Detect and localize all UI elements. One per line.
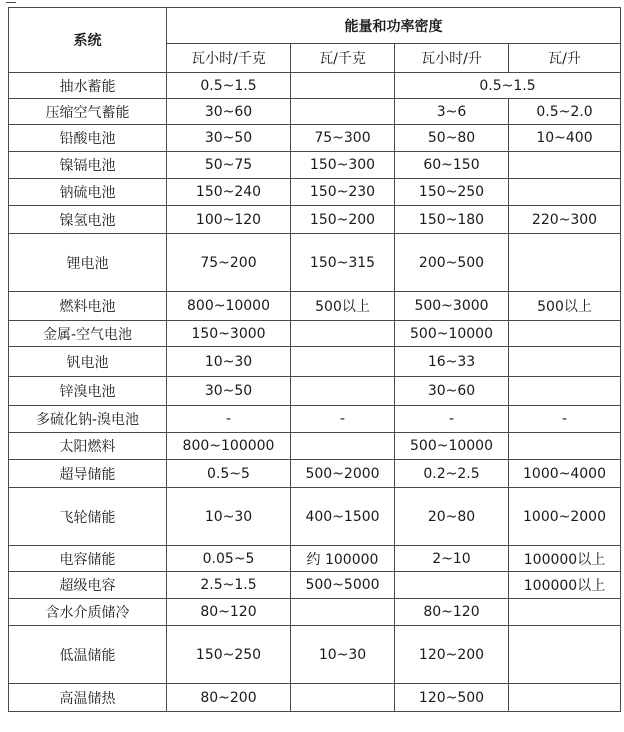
cell-w-l: 220~300 [509, 206, 621, 234]
cell-wh-kg: 30~50 [167, 377, 291, 406]
cell-wh-kg: 100~120 [167, 206, 291, 234]
cell-w-kg: 500~2000 [291, 460, 395, 488]
cell-wh-l: 150~250 [395, 179, 509, 206]
system-name: 超级电容 [9, 572, 167, 599]
cell-w-l: 100000以上 [509, 572, 621, 599]
cell-w-l [509, 626, 621, 684]
system-name: 钠硫电池 [9, 179, 167, 206]
cell-w-kg: - [291, 406, 395, 433]
cell-wh-l: 0.2~2.5 [395, 460, 509, 488]
table-row [9, 347, 621, 377]
cell-w-l: 1000~4000 [509, 460, 621, 488]
table-row [9, 292, 621, 321]
table-row [9, 488, 621, 546]
system-name: 压缩空气蓄能 [9, 99, 167, 125]
unit-header: 瓦小时/千克 [167, 44, 291, 73]
system-name: 燃料电池 [9, 292, 167, 321]
unit-header: 瓦小时/升 [395, 44, 509, 73]
cell-wh-l-w-l-merged: 0.5~1.5 [395, 73, 621, 99]
table-row [9, 377, 621, 406]
cell-w-l: 0.5~2.0 [509, 99, 621, 125]
cell-wh-l: 20~80 [395, 488, 509, 546]
cell-wh-l: 500~10000 [395, 321, 509, 347]
system-name: 抽水蓄能 [9, 73, 167, 99]
cell-wh-l [395, 572, 509, 599]
cell-w-l [509, 377, 621, 406]
cell-w-l [509, 433, 621, 460]
cell-w-kg [291, 433, 395, 460]
cell-wh-kg: 80~120 [167, 599, 291, 626]
cell-w-l: 1000~2000 [509, 488, 621, 546]
cell-w-kg [291, 99, 395, 125]
cell-w-kg: 150~300 [291, 152, 395, 179]
system-name: 飞轮储能 [9, 488, 167, 546]
system-name: 超导储能 [9, 460, 167, 488]
energy-density-table [8, 7, 621, 712]
cell-wh-l: 150~180 [395, 206, 509, 234]
system-name: 高温储热 [9, 684, 167, 712]
cell-w-kg: 150~315 [291, 234, 395, 292]
system-name: 锂电池 [9, 234, 167, 292]
table-row [9, 99, 621, 125]
cell-wh-l: 80~120 [395, 599, 509, 626]
cell-wh-kg: 0.5~1.5 [167, 73, 291, 99]
cell-w-kg [291, 347, 395, 377]
cell-wh-kg: 80~200 [167, 684, 291, 712]
table-row [9, 572, 621, 599]
cell-w-kg: 10~30 [291, 626, 395, 684]
cell-wh-l: 120~200 [395, 626, 509, 684]
table-row [9, 321, 621, 347]
cell-wh-kg: - [167, 406, 291, 433]
system-header: 系统 [9, 8, 167, 73]
system-name: 太阳燃料 [9, 433, 167, 460]
system-name: 金属-空气电池 [9, 321, 167, 347]
corner-mark [6, 2, 16, 3]
table-row [9, 179, 621, 206]
cell-wh-l: 30~60 [395, 377, 509, 406]
table-row [9, 433, 621, 460]
cell-wh-l: 2~10 [395, 546, 509, 572]
cell-w-kg [291, 321, 395, 347]
table-row [9, 152, 621, 179]
table-row [9, 206, 621, 234]
cell-w-l [509, 152, 621, 179]
cell-wh-l: 120~500 [395, 684, 509, 712]
cell-wh-l: - [395, 406, 509, 433]
cell-wh-kg: 10~30 [167, 347, 291, 377]
system-name: 电容储能 [9, 546, 167, 572]
unit-header: 瓦/千克 [291, 44, 395, 73]
cell-wh-l: 200~500 [395, 234, 509, 292]
cell-w-kg: 75~300 [291, 125, 395, 152]
cell-w-kg [291, 599, 395, 626]
cell-wh-kg: 150~240 [167, 179, 291, 206]
cell-wh-kg: 30~60 [167, 99, 291, 125]
cell-wh-l: 500~3000 [395, 292, 509, 321]
cell-wh-kg: 800~100000 [167, 433, 291, 460]
system-name: 多硫化钠-溴电池 [9, 406, 167, 433]
system-name: 含水介质储冷 [9, 599, 167, 626]
cell-w-kg [291, 73, 395, 99]
unit-header: 瓦/升 [509, 44, 621, 73]
cell-wh-l: 50~80 [395, 125, 509, 152]
cell-wh-kg: 150~250 [167, 626, 291, 684]
cell-w-l: 10~400 [509, 125, 621, 152]
system-name: 镍氢电池 [9, 206, 167, 234]
cell-wh-kg: 0.5~5 [167, 460, 291, 488]
system-name: 铅酸电池 [9, 125, 167, 152]
cell-w-l [509, 347, 621, 377]
system-name: 钒电池 [9, 347, 167, 377]
system-name: 镍镉电池 [9, 152, 167, 179]
cell-w-kg: 500~5000 [291, 572, 395, 599]
cell-w-l: - [509, 406, 621, 433]
cell-wh-kg: 75~200 [167, 234, 291, 292]
system-name: 锌溴电池 [9, 377, 167, 406]
system-name: 低温储能 [9, 626, 167, 684]
cell-w-l: 500以上 [509, 292, 621, 321]
table-row [9, 73, 621, 99]
table-row [9, 406, 621, 433]
cell-w-kg: 400~1500 [291, 488, 395, 546]
table-row [9, 460, 621, 488]
cell-wh-kg: 150~3000 [167, 321, 291, 347]
cell-w-kg [291, 684, 395, 712]
cell-w-l [509, 179, 621, 206]
cell-wh-kg: 800~10000 [167, 292, 291, 321]
cell-wh-l: 16~33 [395, 347, 509, 377]
table-container [8, 7, 621, 712]
cell-wh-l: 500~10000 [395, 433, 509, 460]
cell-w-l [509, 234, 621, 292]
table-row [9, 684, 621, 712]
table-row [9, 234, 621, 292]
cell-w-l: 100000以上 [509, 546, 621, 572]
table-row [9, 599, 621, 626]
cell-w-kg [291, 377, 395, 406]
group-header: 能量和功率密度 [167, 8, 621, 44]
cell-w-kg: 150~230 [291, 179, 395, 206]
table-row [9, 546, 621, 572]
cell-wh-kg: 10~30 [167, 488, 291, 546]
cell-w-l [509, 684, 621, 712]
cell-wh-l: 3~6 [395, 99, 509, 125]
cell-wh-kg: 50~75 [167, 152, 291, 179]
table-row [9, 125, 621, 152]
cell-w-kg: 500以上 [291, 292, 395, 321]
cell-wh-l: 60~150 [395, 152, 509, 179]
cell-wh-kg: 0.05~5 [167, 546, 291, 572]
cell-w-l [509, 599, 621, 626]
table-row [9, 626, 621, 684]
cell-w-kg: 150~200 [291, 206, 395, 234]
cell-w-l [509, 321, 621, 347]
cell-wh-kg: 2.5~1.5 [167, 572, 291, 599]
cell-wh-kg: 30~50 [167, 125, 291, 152]
cell-w-kg: 约 100000 [291, 546, 395, 572]
